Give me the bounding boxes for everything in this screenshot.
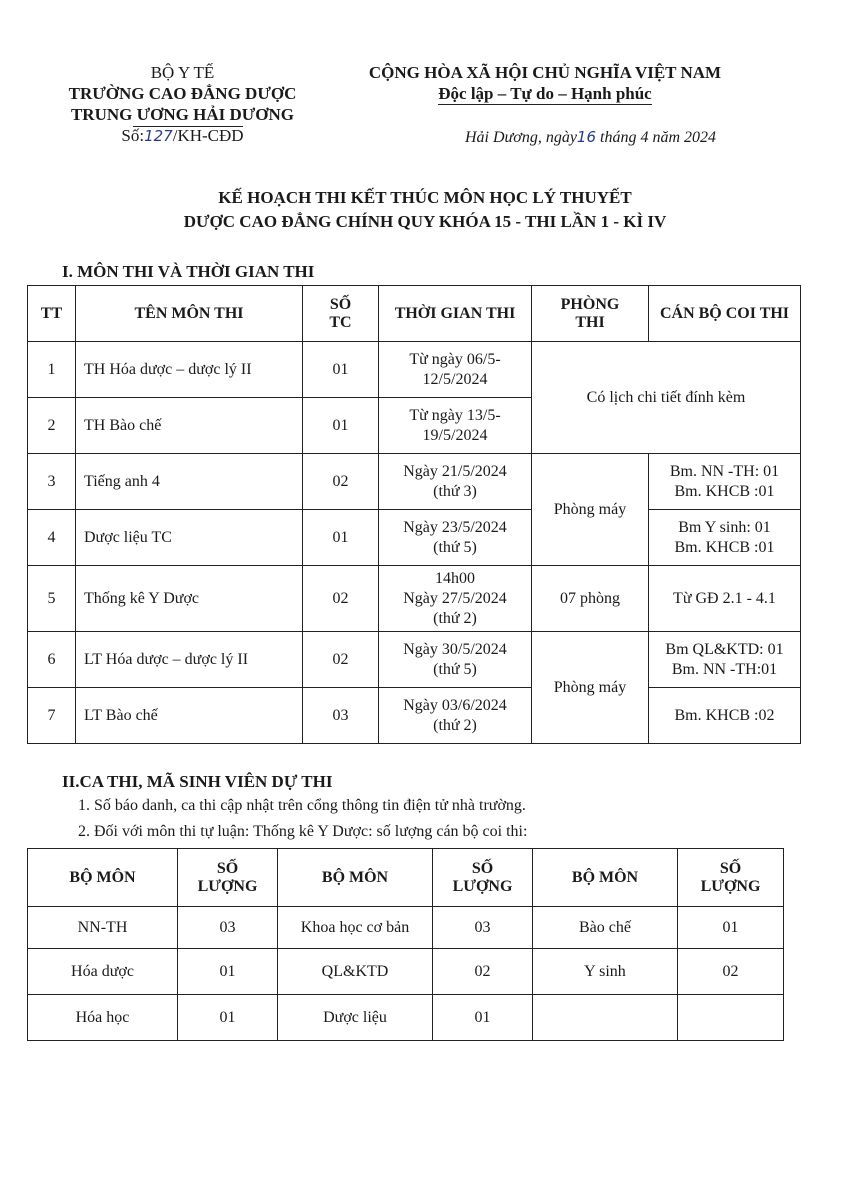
- section2-heading: II.CA THI, MÃ SINH VIÊN DỰ THI: [62, 772, 333, 791]
- list-item: 2. Đối với môn thi tự luận: Thống kê Y Dược: số lượng cán bộ coi thi:: [78, 823, 528, 840]
- room-cell: Phòng máy: [532, 454, 649, 566]
- national-motto: Độc lập – Tự do – Hạnh phúc: [438, 84, 652, 103]
- room-cell: Phòng máy: [532, 632, 649, 744]
- table-row: Hóa học 01 Dược liệu 01: [28, 995, 784, 1041]
- table-row: 7 LT Bào chế 03 Ngày 03/6/2024 (thứ 2) Bm. KHCB :02: [28, 688, 801, 744]
- document-title: [60, 186, 790, 234]
- school-name-line2: TRUNG ƯƠNG HẢI DƯƠNG: [70, 105, 295, 124]
- header-left: [40, 62, 325, 147]
- col-tt: TT: [28, 286, 76, 342]
- table-row: 5 Thống kê Y Dược 02 14h00 Ngày 27/5/2024 (thứ 2) 07 phòng Từ GĐ 2.1 - 4.1: [28, 566, 801, 632]
- table-row: 6 LT Hóa dược – dược lý II 02 Ngày 30/5/2024 (thứ 5) Phòng máy Bm QL&KTD: 01 Bm. NN -TH:01: [28, 632, 801, 688]
- title-line2: DƯỢC CAO ĐẲNG CHÍNH QUY KHÓA 15 - THI LẦN 1 - KÌ IV: [183, 212, 667, 231]
- col-proctor: CÁN BỘ COI THI: [649, 286, 801, 342]
- table-row: 2 TH Bào chế 01 Từ ngày 13/5- 19/5/2024: [28, 398, 801, 454]
- col-name: TÊN MÔN THI: [76, 286, 303, 342]
- handwritten-day: 16: [576, 128, 597, 146]
- col-room: PHÒNG THI: [532, 286, 649, 342]
- handwritten-number: 127: [144, 127, 173, 145]
- table-header-row: BỘ MÔN SỐ LƯỢNG BỘ MÔN SỐ LƯỢNG BỘ MÔN SỐ LƯỢNG: [28, 849, 784, 907]
- list-item: 1. Số báo danh, ca thi cập nhật trên cổng thông tin điện tử nhà trường.: [78, 797, 526, 814]
- table-row: 4 Dược liệu TC 01 Ngày 23/5/2024 (thứ 5) Bm Y sinh: 01 Bm. KHCB :01: [28, 510, 801, 566]
- merged-schedule-note: Có lịch chi tiết đính kèm: [532, 342, 801, 454]
- room-cell: 07 phòng: [532, 566, 649, 632]
- table-row: 3 Tiếng anh 4 02 Ngày 21/5/2024 (thứ 3) Phòng máy Bm. NN -TH: 01 Bm. KHCB :01: [28, 454, 801, 510]
- ministry-name: BỘ Y TẾ: [150, 63, 215, 82]
- col-time: THỜI GIAN THI: [379, 286, 532, 342]
- title-line1: KẾ HOẠCH THI KẾT THÚC MÔN HỌC LÝ THUYẾT: [218, 188, 632, 207]
- col-tc: SỐ TC: [303, 286, 379, 342]
- proctor-count-table: [27, 848, 784, 1041]
- section1-heading: I. MÔN THI VÀ THỜI GIAN THI: [62, 262, 315, 281]
- header-right: [335, 62, 755, 104]
- exam-schedule-table: [27, 285, 801, 744]
- school-name-line1: TRƯỜNG CAO ĐẲNG DƯỢC: [68, 84, 297, 103]
- document-number: Số:127/KH-CĐD: [121, 126, 244, 145]
- country-name: CỘNG HÒA XÃ HỘI CHỦ NGHĨA VIỆT NAM: [368, 63, 722, 82]
- table-row: 1 TH Hóa dược – dược lý II 01 Từ ngày 06/5- 12/5/2024 Có lịch chi tiết đính kèm: [28, 342, 801, 398]
- place-date: Hải Dương, ngày16 tháng 4 năm 2024: [465, 128, 717, 146]
- table-row: Hóa dược 01 QL&KTD 02 Y sinh 02: [28, 949, 784, 995]
- table-header-row: [28, 286, 801, 342]
- table-row: NN-TH 03 Khoa học cơ bản 03 Bào chế 01: [28, 907, 784, 949]
- header-divider: [133, 126, 243, 127]
